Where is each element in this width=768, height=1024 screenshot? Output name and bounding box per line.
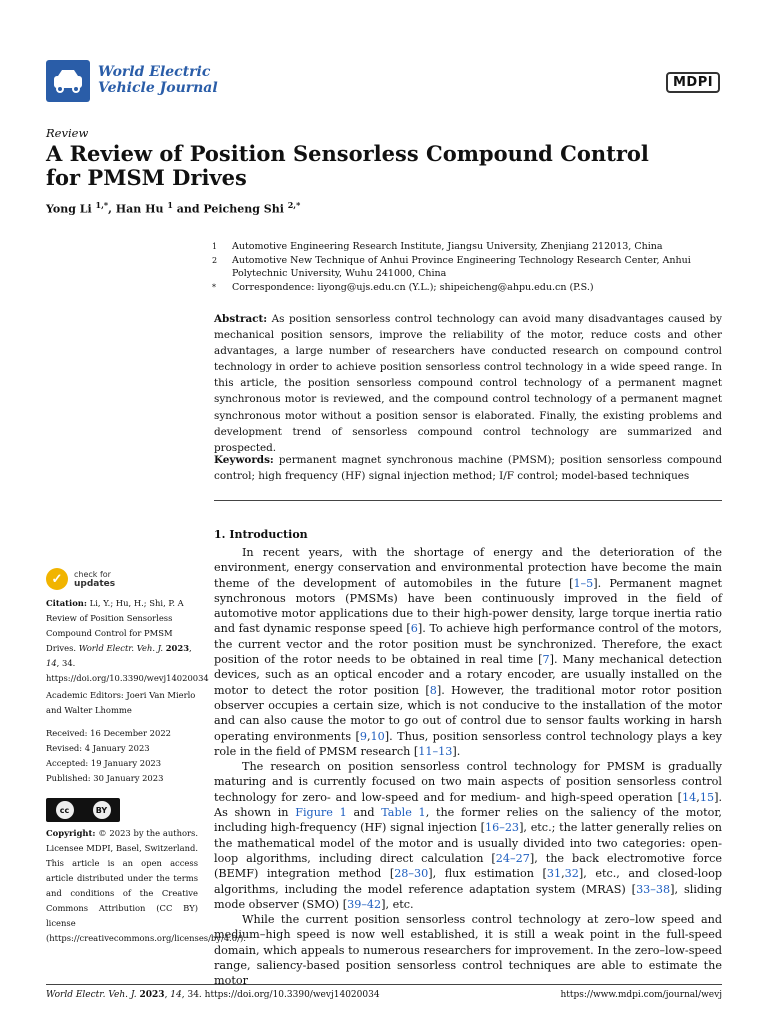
section-heading: 1. Introduction [214,528,308,541]
affiliations [212,240,732,294]
cc-by-license-badge[interactable] [46,798,120,822]
author-name: Yong Li [46,202,92,216]
reference-link[interactable]: 15 [699,790,715,804]
reference-link[interactable]: 7 [542,653,550,667]
reference-link[interactable]: 28–30 [394,867,429,881]
reference-link[interactable]: 31 [546,867,562,881]
reference-link[interactable]: 14 [682,790,697,804]
author-name: Han Hu [115,202,164,216]
table-link[interactable]: Table 1 [381,806,426,820]
abstract: Abstract: As position sensorless control technology can avoid many disadvantages caused by mechanical position sensors, improve the reliability of the motor, reduce costs and other advantages, a large number of researchers have conducted research on compound control technology in order to achieve position sensorless control technology in a wide speed range. In this article, the position sensorless compound control technology of a permanent magnet synchronous motor is reviewed, and the compound control technology of a permanent magnet synchronous motor without a position sensor is elaborated. Finally, the existing problems and development trend of sensorless compound control technology are summarized and prospected. [214,313,722,454]
author-list: Yong Li $^{1,*}$, Han Hu $^1$ and Peicheng Shi $^{2,*}$ [46,200,301,216]
article-type: Review [46,126,89,140]
reference-link[interactable]: 8 [429,683,437,697]
accepted-date: Accepted: 19 January 2023 [46,758,162,768]
citation: Citation: Li, Y.; Hu, H.; Shi, P. A Review of Position Sensorless Compound Control for PMSM Drives. World Electr. Veh. J. 2023, 14, 34. https://doi.org/10.3390/wevj14020034 [46,598,209,683]
reference-link[interactable]: 33–38 [636,882,671,896]
checkmark-icon: ✓ [46,568,68,590]
article-title: A Review of Position Sensorless Compound Control for PMSM Drives [46,141,649,190]
reference-link[interactable]: 1–5 [573,576,594,590]
received-date: Received: 16 December 2022 [46,728,171,738]
body-text [214,545,722,989]
correspondence: * Correspondence: liyong@ujs.edu.cn (Y.L.); shipeicheng@ahpu.edu.cn (P.S.) [212,281,594,293]
copyright-notice: Copyright: © 2023 by the authors. Licensee MDPI, Basel, Switzerland. This article is an open access article distributed under the terms and conditions of the Creative Commons Attribution (CC BY) license (https://creativecommons.org/licenses/by/4.0/). [46,828,246,943]
keywords: Keywords: permanent magnet synchronous machine (PMSM); position sensorless compound control; high frequency (HF) signal injection method; I/F control; model-based techniques [214,454,722,483]
by-icon: BY [93,801,111,819]
publisher-logo: MDPI [666,72,720,93]
footer-divider [46,984,722,985]
paragraph: The research on position sensorless control technology for PMSM is gradually maturing and is currently focused on two main aspects of position sensorless control technology for zero- and low-speed and for medium- and high-speed operation [14,15]. As shown in Figure 1 and Table 1, the former relies on the saliency of the motor, including high-frequency (HF) signal injection [16–23], etc.; the latter generally relies on the mathematical model of the motor and is usually divided into two categories: open-loop algorithms, including direct calculation [24–27], the back electromotive force (BEMF) integration method [28–30], flux estimation [31,32], etc., and closed-loop algorithms, including the model reference adaptation system (MRAS) [33–38], sliding mode observer (SMO) [39–42], etc. [214,760,723,911]
reference-link[interactable]: 11–13 [418,744,453,758]
reference-link[interactable]: 10 [370,729,385,743]
journal-logo-icon [46,60,90,102]
paragraph: In recent years, with the shortage of energy and the deterioration of the environment, energy conservation and environmental protection have become the main theme of the development of automobiles in the future [1–5]. Permanent magnet synchronous motors (PMSMs) have been continuously improved in the field of automotive motor applications due to their high-power density, large torque inertia ratio and fast dynamic response speed [6]. To achieve high performance control of the motors, the current vector and the rotor position must be synchronized. Therefore, the exact position of the rotor needs to be obtained in real time [7]. Many mechanical detection devices, such as an optical encoder and a rotary encoder, are usually installed on the motor to detect the rotor position [8]. However, the traditional motor rotor position observer occupies a certain size, which is not conducive to the installation of the motor and can also cause the motor to go out of control due to sensor faults working in harsh operating environments [9,10]. Thus, position sensorless control technology plays a key role in the field of PMSM research [11–13]. [214,546,723,758]
check-for-updates-button[interactable]: ✓ check for updates [46,568,115,590]
author-name: and Peicheng Shi [176,202,284,216]
revised-date: Revised: 4 January 2023 [46,743,150,753]
affiliation: 1 Automotive Engineering Research Institute, Jiangsu University, Zhenjiang 212013, China [212,241,663,252]
reference-link[interactable]: 16–23 [484,821,520,835]
affiliation: 2 Automotive New Technique of Anhui Province Engineering Technology Research Center, Anhui Polytechnic University, Wuhu 241000, China [212,254,691,279]
reference-link[interactable]: 9 [359,729,367,743]
figure-link[interactable]: Figure 1 [295,806,347,820]
journal-name: World Electric Vehicle Journal [98,64,218,96]
published-date: Published: 30 January 2023 [46,773,164,783]
cc-icon: cc [56,801,74,819]
publication-dates [46,726,198,786]
paragraph: While the current position sensorless control technology at zero–low speed and medium–high speed is now well established, it is still a weak point in the full-speed domain, which appeals to numerous researchers for improvement. In the zero–low-speed range, saliency-based position sensorless control techniques are able to estimate the motor [214,913,722,988]
reference-link[interactable]: 39–42 [347,897,382,911]
footer-journal-url[interactable]: https://www.mdpi.com/journal/wevj [560,990,722,1000]
reference-link[interactable]: 32 [564,867,579,881]
reference-link[interactable]: 24–27 [495,851,530,865]
reference-link[interactable]: 6 [410,622,418,636]
divider [214,500,722,501]
footer-citation: World Electr. Veh. J. 2023, 14, 34. https://doi.org/10.3390/wevj14020034 [46,990,380,1000]
academic-editors: Academic Editors: Joeri Van Mierlo and Walter Lhomme [46,690,196,715]
